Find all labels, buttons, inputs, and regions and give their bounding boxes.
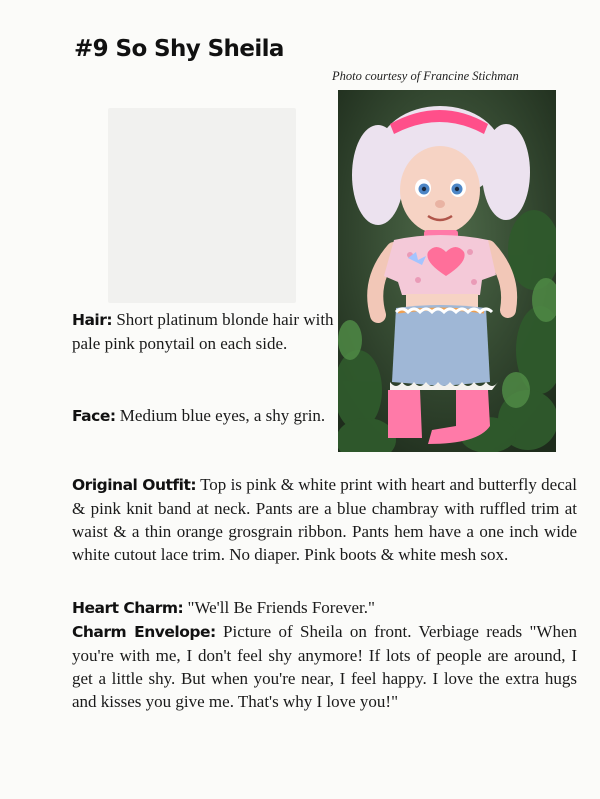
face-description xyxy=(72,404,334,428)
heart-charm-description xyxy=(72,596,577,620)
outfit-text: Top is pink & white print with heart and butterfly decal & pink knit band at neck. Pants are a blue chambray with ruffled trim at waist & a thin orange grosgrain ribbon. Pants hem have a one inch wide white cutout lace trim. No diaper. Pink boots & white mesh sox. xyxy=(72,475,578,564)
charm-envelope-label: Charm Envelope: xyxy=(72,623,216,641)
doll-photo xyxy=(338,90,556,452)
hair-label: Hair: xyxy=(72,311,113,329)
photo-credit: Photo courtesy of Francine Stichman xyxy=(332,69,519,83)
boots xyxy=(388,390,422,438)
face-text: Medium blue eyes, a shy grin. xyxy=(119,406,326,425)
heart-charm-label: Heart Charm: xyxy=(72,599,184,617)
bleed-through-shadow xyxy=(108,108,296,303)
hair-description xyxy=(72,308,334,355)
charm-envelope-text: Picture of Sheila on front. Verbiage reads "When you're with me, I don't feel shy anymore! If lots of people are around, I get a little shy. But when you're near, I feel happy. I love the extra hugs and kisses you give me. That's why I love you!" xyxy=(72,622,578,711)
face-label: Face: xyxy=(72,407,116,425)
charm-envelope-description xyxy=(72,620,577,713)
page-title: #9 So Shy Sheila xyxy=(74,36,284,62)
heart-charm-text: "We'll Be Friends Forever." xyxy=(187,598,375,617)
outfit-description xyxy=(72,473,577,566)
hair-text: Short platinum blonde hair with pale pink ponytail on each side. xyxy=(72,310,334,353)
outfit-label: Original Outfit: xyxy=(72,476,197,494)
pants xyxy=(392,305,490,386)
